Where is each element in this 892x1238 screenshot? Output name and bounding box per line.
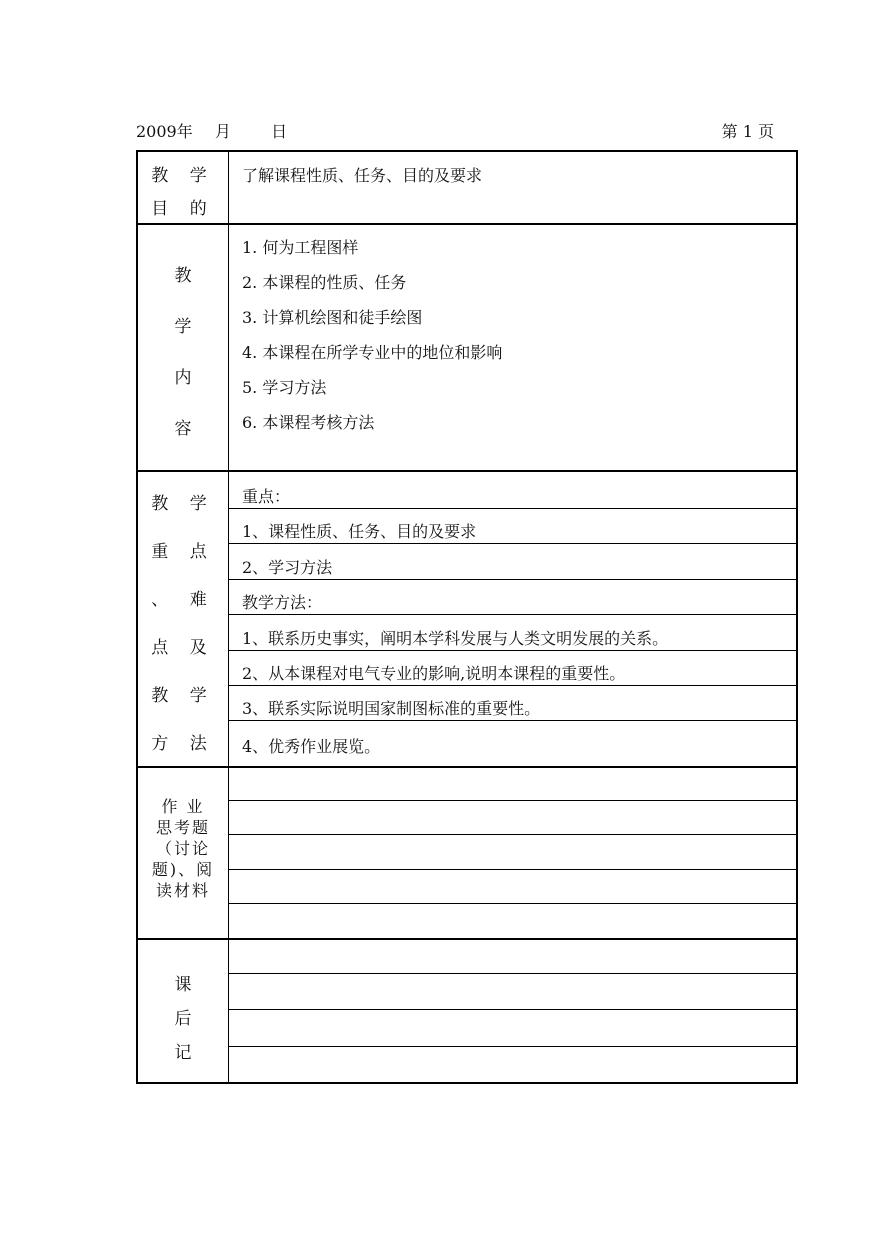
row-divider [229,579,796,580]
lesson-plan-table [136,150,798,1084]
section-divider [138,938,796,940]
content-item: 5. 学习方法 [242,378,327,397]
content-item: 6. 本课程考核方法 [242,413,375,432]
row-divider [229,543,796,544]
page-number: 第 1 页 [721,122,774,141]
content-item: 2. 本课程的性质、任务 [242,273,407,292]
section-divider [138,766,796,768]
content-item: 4. 本课程在所学专业中的地位和影响 [242,343,503,362]
keypoints-row: 2、学习方法 [242,558,333,577]
keypoints-row: 3、联系实际说明国家制图标准的重要性。 [242,699,541,718]
row-divider [229,685,796,686]
blank-line [229,973,796,974]
notes-label: 课 后 记 [174,975,192,1063]
date-day: 日 [271,122,288,141]
row-divider [229,614,796,615]
content-item: 3. 计算机绘图和徒手绘图 [242,308,423,327]
keypoints-row: 教学方法： [242,593,323,612]
content-item: 1. 何为工程图样 [242,238,359,257]
column-divider [228,152,229,1082]
date-field [136,119,287,142]
objective-text: 了解课程性质、任务、目的及要求 [242,166,483,185]
page-header [136,119,798,141]
row-divider [229,720,796,721]
section-divider [138,223,796,225]
row-divider [229,650,796,651]
blank-line [229,1009,796,1010]
date-month: 月 [214,122,231,141]
homework-label: 作 业 思考题 （讨论 题)、阅 读材料 [151,797,215,900]
blank-line [229,800,796,801]
keypoints-label: 教 学 重 点 、 难 点 及 教 学 方 法 [151,494,215,754]
keypoints-row: 重点： [242,487,291,506]
keypoints-row: 4、优秀作业展览。 [242,737,381,756]
row-divider [229,508,796,509]
content-label: 教 学 内 容 [174,266,192,439]
blank-line [229,903,796,904]
blank-line [229,869,796,870]
keypoints-row: 1、课程性质、任务、目的及要求 [242,522,477,541]
keypoints-row: 1、联系历史事实，阐明本学科发展与人类文明发展的关系。 [242,629,669,648]
keypoints-row: 2、从本课程对电气专业的影响,说明本课程的重要性。 [242,664,626,683]
blank-line [229,834,796,835]
section-divider [138,470,796,472]
blank-line [229,1046,796,1047]
objective-label: 教 学 目 的 [151,166,215,219]
date-year: 2009年 [136,122,193,141]
